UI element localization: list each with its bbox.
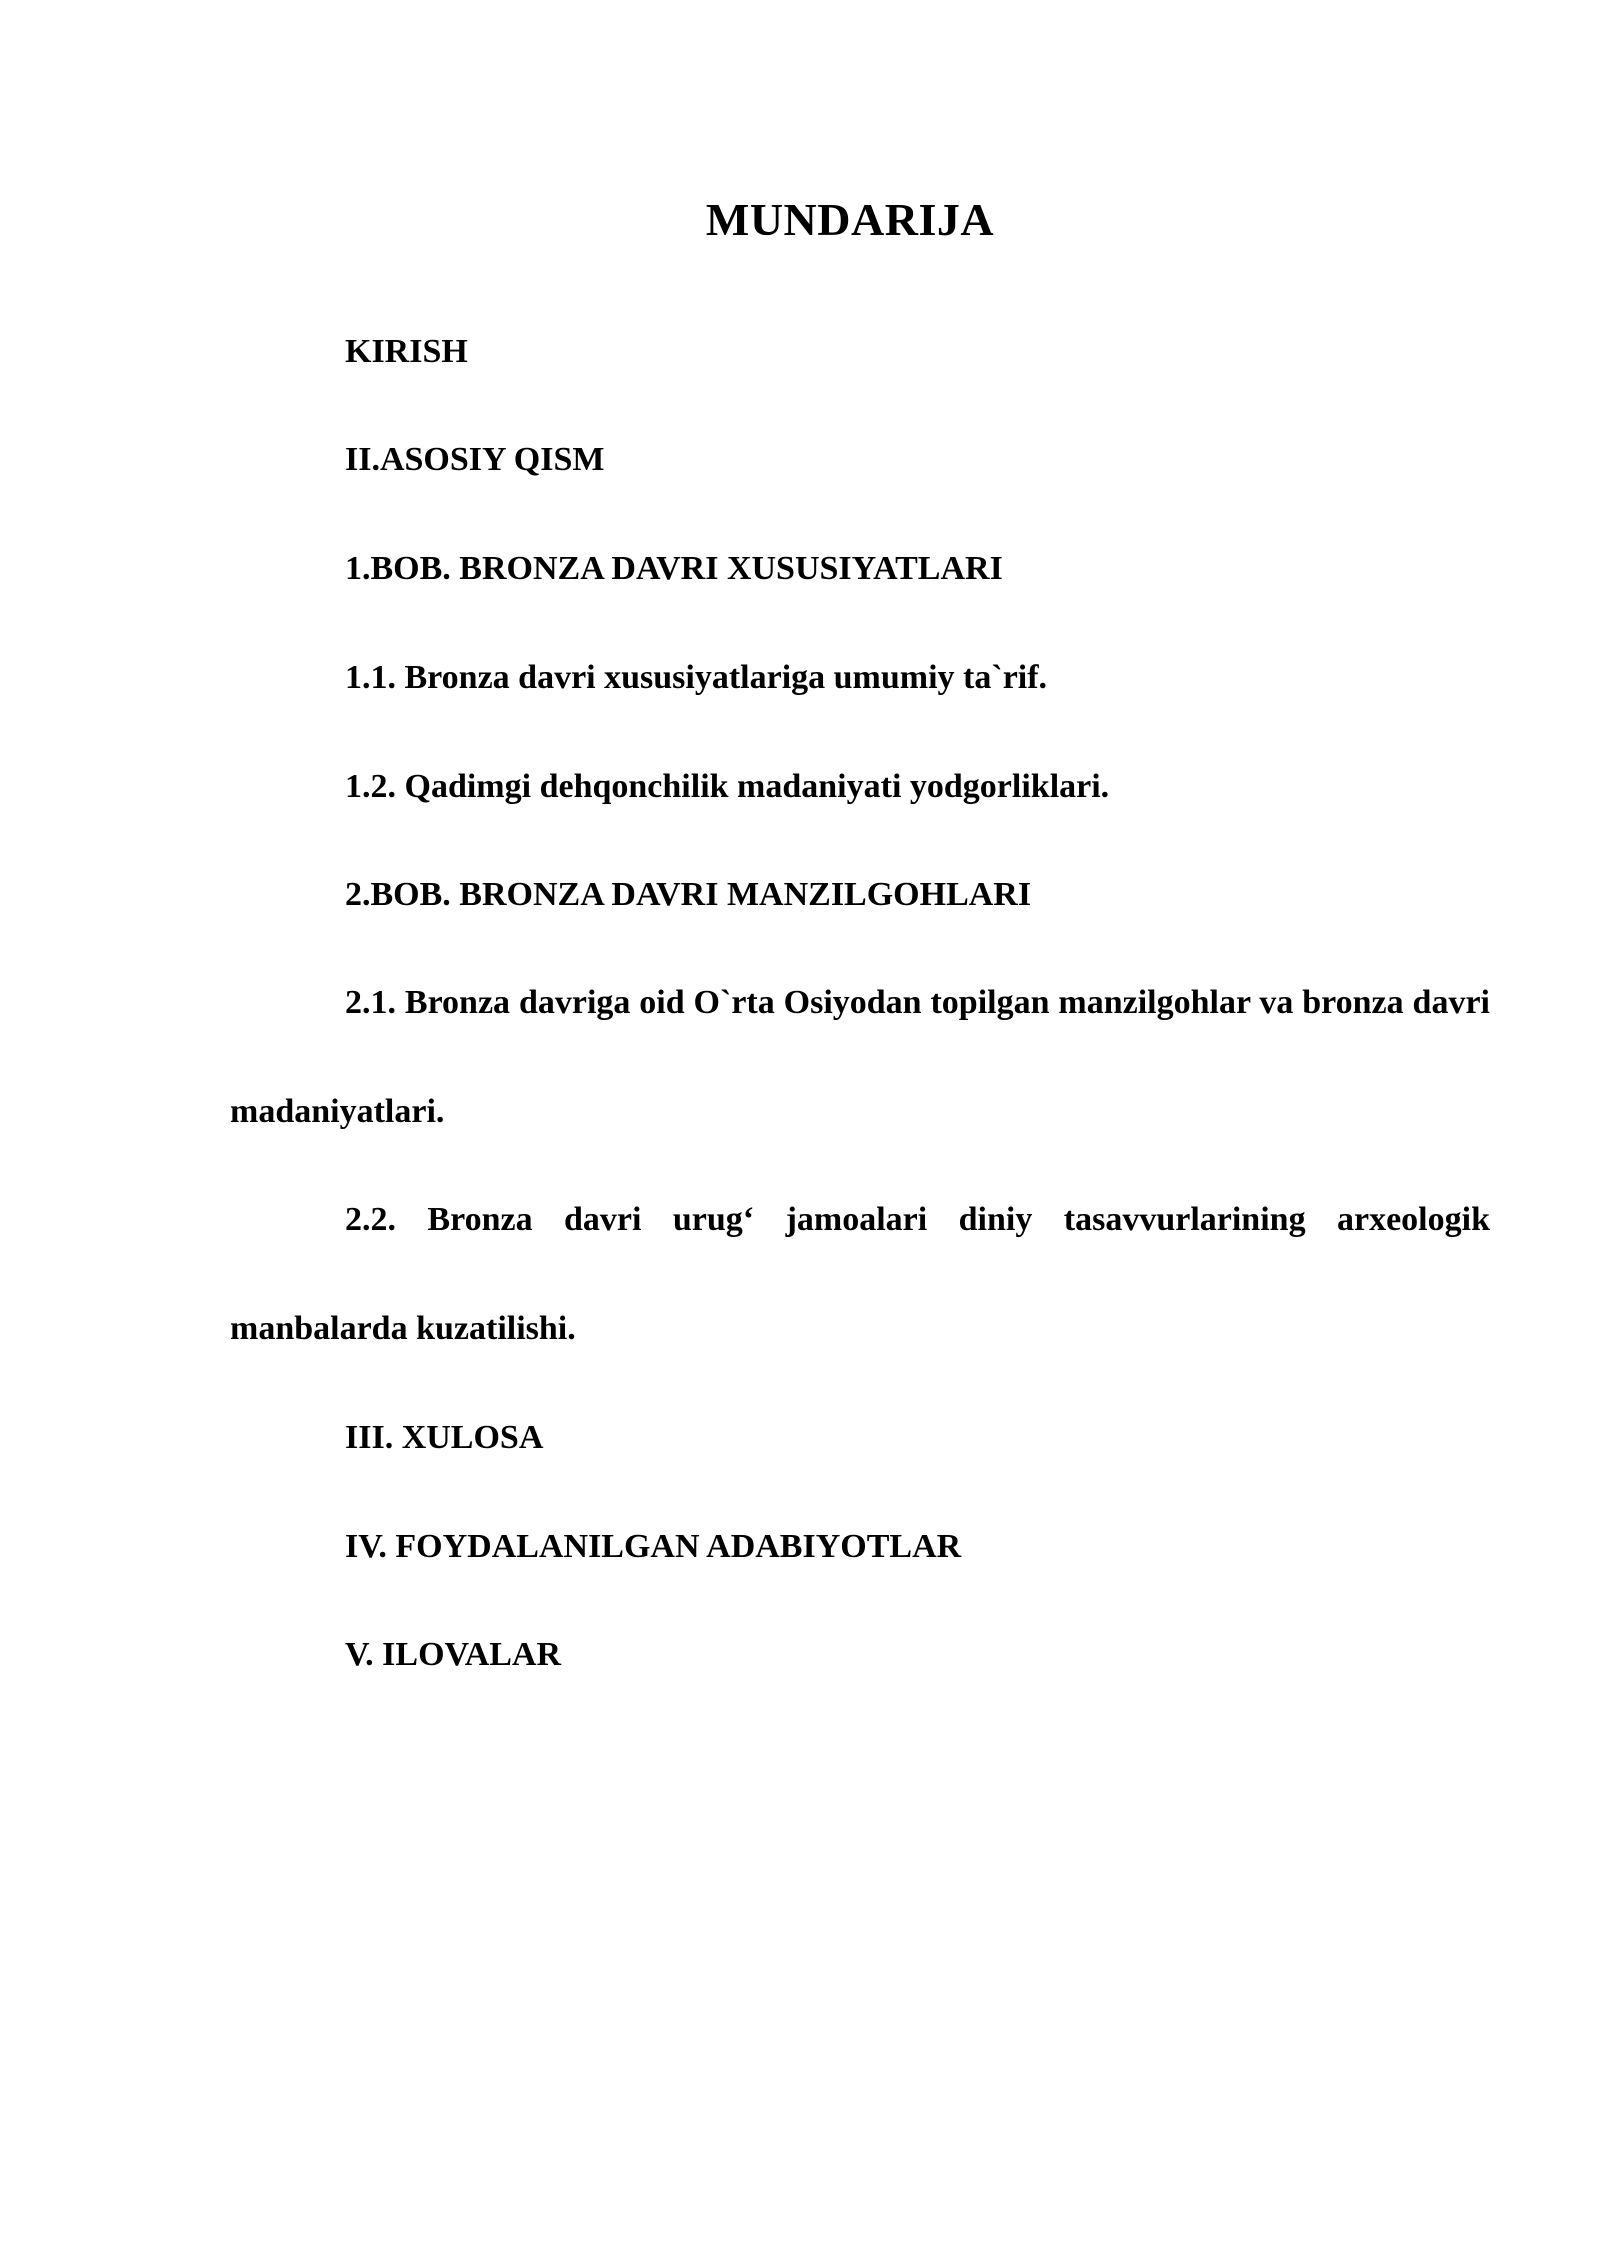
toc-entry-kirish: KIRISH — [345, 333, 468, 370]
toc-entry-bob-1: 1.BOB. BRONZA DAVRI XUSUSIYATLARI — [345, 550, 1003, 587]
toc-entry-section-2-2: 2.2. Bronza davri urug‘ jamoalari diniy tasavvurlarining arxeologik manbalarda kuzatilishi. — [230, 1201, 1490, 1347]
toc-entry-bob-2: 2.BOB. BRONZA DAVRI MANZILGOHLARI — [345, 876, 1032, 913]
toc-entry-adabiyotlar: IV. FOYDALANILGAN ADABIYOTLAR — [345, 1528, 962, 1565]
toc-entry-section-1-1: 1.1. Bronza davri xususiyatlariga umumiy ta`rif. — [345, 659, 1048, 696]
toc-entry-xulosa: III. XULOSA — [345, 1419, 544, 1456]
toc-entry-asosiy-qism: II.ASOSIY QISM — [345, 441, 605, 478]
toc-entry-section-1-2: 1.2. Qadimgi dehqonchilik madaniyati yodgorliklari. — [345, 768, 1110, 805]
toc-entry-section-2-1: 2.1. Bronza davriga oid O`rta Osiyodan topilgan manzilgohlar va bronza davri madaniyatlari. — [230, 984, 1490, 1130]
page-title: MUNDARIJA — [705, 194, 995, 245]
toc-entry-ilovalar: V. ILOVALAR — [345, 1636, 562, 1673]
